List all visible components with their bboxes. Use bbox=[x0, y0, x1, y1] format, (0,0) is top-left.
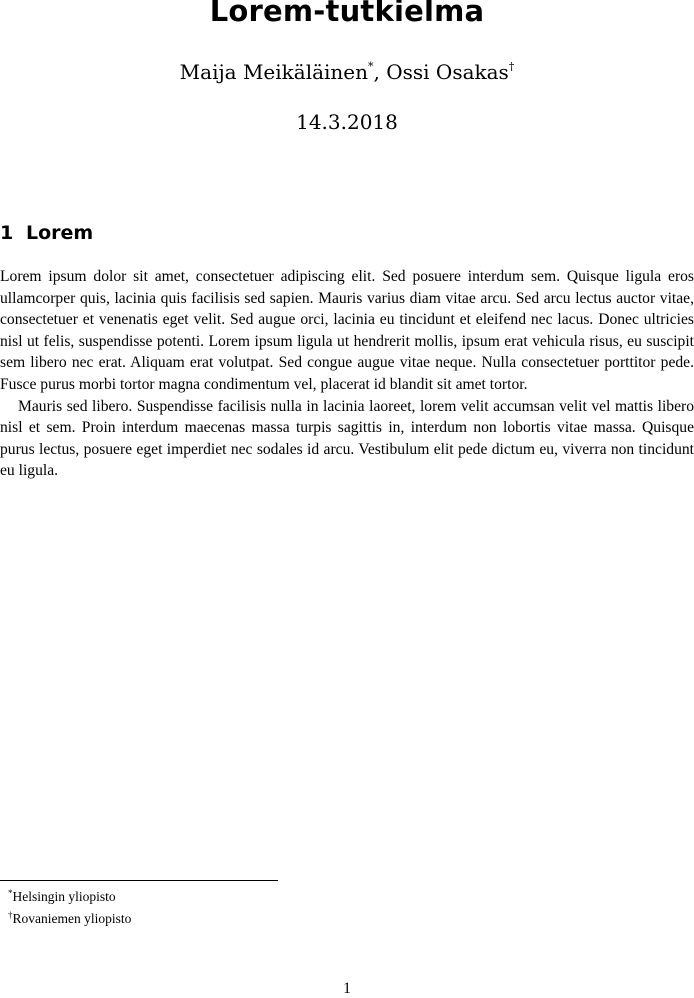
paragraph: Mauris sed libero. Suspendisse facilisis nulla in lacinia laoreet, lorem velit accumsan velit vel mattis libero nisl et sem. Proin interdum maecenas massa turpis sagittis in, interdum non lobortis vitae massa. Quisque purus lectus, posuere eget imperdiet nec sodales id arcu. Vestibulum elit pede dictum eu, viverra non tincidunt eu ligula. bbox=[0, 397, 694, 480]
document-title: Lorem-tutkielma bbox=[209, 0, 485, 28]
author-name: Maija Meikäläinen bbox=[179, 60, 369, 84]
section-heading bbox=[0, 222, 93, 244]
author-name: Ossi Osakas bbox=[386, 60, 509, 84]
page-number: 1 bbox=[343, 980, 351, 997]
section-body bbox=[0, 266, 694, 482]
footnote-mark: † bbox=[508, 60, 515, 73]
footnotes bbox=[8, 884, 131, 928]
document-date: 14.3.2018 bbox=[296, 110, 398, 134]
footnote-rule bbox=[0, 880, 278, 881]
section-title: Lorem bbox=[26, 222, 94, 244]
author-separator: , bbox=[373, 60, 387, 84]
author-line bbox=[0, 60, 694, 84]
footnote bbox=[8, 884, 131, 906]
paragraph: Lorem ipsum dolor sit amet, consectetuer adipiscing elit. Sed posuere interdum sem. Quisque ligula eros ullamcorper quis, lacinia quis facilisis sed sapien. Mauris varius diam vitae arcu. Sed arcu lectus auctor vitae, consectetuer et venenatis eget velit. Sed augue orci, lacinia eu tincidunt et eleifend nec lacus. Donec ultricies nisl ut felis, suspendisse potenti. Lorem ipsum ligula ut hendrerit mollis, ipsum erat vehicula risus, eu suscipit sem libero nec erat. Aliquam erat volutpat. Sed congue augue vitae neque. Nulla consectetuer porttitor pede. Fusce purus morbi tortor magna condimentum vel, placerat id blandit sit amet tortor. bbox=[0, 268, 694, 393]
footnote-mark: † bbox=[8, 910, 13, 920]
footnote-text: Rovaniemen yliopisto bbox=[12, 911, 132, 926]
section-number: 1 bbox=[0, 222, 14, 244]
footnote-mark: * bbox=[8, 888, 13, 898]
footnote-text: Helsingin yliopisto bbox=[12, 889, 116, 904]
footnote-mark: * bbox=[368, 60, 374, 73]
footnote bbox=[8, 906, 131, 928]
